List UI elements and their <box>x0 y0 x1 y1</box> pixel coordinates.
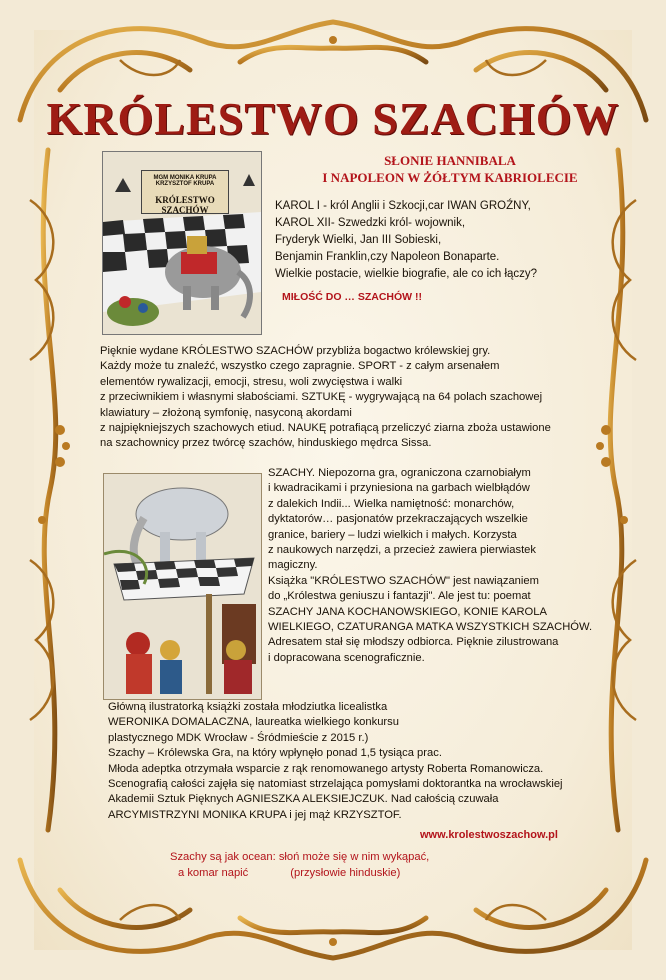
text-line: na szachownicy przez twórcę szachów, hinduskiego mędrca Sissa. <box>100 437 432 450</box>
proverb-line-1: Szachy są jak ocean: słoń może się w nim wykąpać, <box>170 851 430 863</box>
text-line: klawiatury – złożoną symfonię, nasyconą akordami <box>100 406 352 419</box>
text-line: z najpiękniejszych szachowych etiud. NAUKĘ potrafiącą przeliczyć ziarna zboża ustawione <box>100 422 551 435</box>
proverb-source: (przysłowie hinduskie) <box>290 867 401 879</box>
text-line: Główną ilustratorką książki została młodziutka licealistka <box>108 701 388 713</box>
text-line: ARCYMISTRZYNI MONIKA KRUPA i jej mąż KRZYSZTOF. <box>108 808 402 821</box>
subtitle-line-2: I NAPOLEON W ŻÓŁTYM KABRIOLECIE <box>322 170 578 185</box>
text-line: Benjamin Franklin,czy Napoleon Bonaparte. <box>275 251 500 263</box>
proverb-line-2 <box>170 865 429 881</box>
text-line: i kwadracikami i przyniesiona na garbach wielbłądów <box>268 482 530 495</box>
text-line: Adresatem stał się młodszy odbiorca. Pięknie zilustrowana <box>268 636 559 649</box>
text-line: do „Królestwa geniuszu i fantazji". Ale jest tu: poemat <box>268 590 531 603</box>
text-line: z przeciwnikiem i własnymi słabościami. SZTUKĘ - wygrywającą na 64 polach szachowej <box>100 391 543 404</box>
text-line: KAROL I - król Anglii i Szkocji,car IWAN GROŹNY, <box>275 200 531 212</box>
text-line: magiczny. <box>268 559 318 572</box>
elephant-scene-drawing <box>104 474 261 699</box>
book-cover-label <box>141 170 229 214</box>
text-line: SZACHY. Niepozorna gra, ograniczona czarnobiałym <box>268 467 531 479</box>
credits-paragraph <box>108 700 588 823</box>
text-line: WIELKIEGO, CZATURANGA MATKA WSZYSTKICH SZACHÓW. <box>268 621 593 634</box>
cover-book-title: KRÓLESTWO SZACHÓW <box>155 195 215 215</box>
text-line: Książka "KRÓLESTWO SZACHÓW" jest nawiązaniem <box>268 574 539 587</box>
text-line: i dopracowana scenograficznie. <box>268 651 425 664</box>
text-line: Każdy może tu znaleźć, wszystko czego zapragnie. SPORT - z całym arsenałem <box>100 360 500 373</box>
text-line: dyktatorów… pasjonatów przekraczających wszelkie <box>268 513 528 526</box>
text-line: WERONIKA DOMALACZNA, laureatka wielkiego konkursu <box>108 716 399 729</box>
text-line: Akademii Sztuk Pięknych AGNIESZKA ALEKSIEJCZUK. Nad całością czuwała <box>108 793 499 806</box>
text-line: Fryderyk Wielki, Jan III Sobieski, <box>275 234 442 246</box>
cover-authors: MGM MONIKA KRUPA KRZYSZTOF KRUPA <box>153 175 217 187</box>
text-line: z dalekich Indii... Wielka namiętność: monarchów, <box>268 497 515 510</box>
book-cover-image <box>102 151 262 335</box>
text-line: elementów rywalizacji, emocji, stresu, woli zwycięstwa i walki <box>100 375 403 388</box>
elephant-illustration <box>103 473 262 700</box>
text-line: Szachy – Królewska Gra, na który wpłynęło ponad 1,5 tysiąca prac. <box>108 747 442 760</box>
text-line: plastycznego MDK Wrocław - Śródmieście z 2015 r.) <box>108 731 369 744</box>
text-line: SZACHY JANA KOCHANOWSKIEGO, KONIE KAROLA <box>268 605 547 618</box>
proverb-quote <box>170 849 429 881</box>
subtitle-line-1: SŁONIE HANNIBALA <box>384 153 516 168</box>
text-line: Scenografią całości zajęła się natomiast strzelająca pomysłami doktorantka na wrocławskiej <box>108 778 563 791</box>
text-line: granice, bariery – ludzi wielkich i małych. Korzysta <box>268 528 517 541</box>
proverb-line-2-text: a komar napić <box>178 867 249 879</box>
website-link[interactable]: www.krolestwoszachow.pl <box>420 829 558 841</box>
text-line: Wielkie postacie, wielkie biografie, ale co ich łączy? <box>275 268 538 280</box>
chess-description-paragraph <box>268 466 618 666</box>
poster-title: KRÓLESTWO SZACHÓW <box>46 93 620 144</box>
text-line: Pięknie wydane KRÓLESTWO SZACHÓW przybliża bogactwo królewskiej gry. <box>100 345 491 357</box>
text-line: KAROL XII- Szwedzki król- wojownik, <box>275 217 466 229</box>
intro-paragraph <box>100 344 580 452</box>
famous-players-paragraph <box>275 198 605 283</box>
headline-subtitle <box>270 152 630 186</box>
text-line: Młoda adeptka otrzymała wsparcie z rąk renomowanego artysty Roberta Romanowicza. <box>108 762 544 775</box>
text-line: z naukowych narzędzi, a przecież zawiera pierwiastek <box>268 544 536 557</box>
love-tagline: MIŁOŚĆ DO … SZACHÓW !! <box>282 291 422 303</box>
